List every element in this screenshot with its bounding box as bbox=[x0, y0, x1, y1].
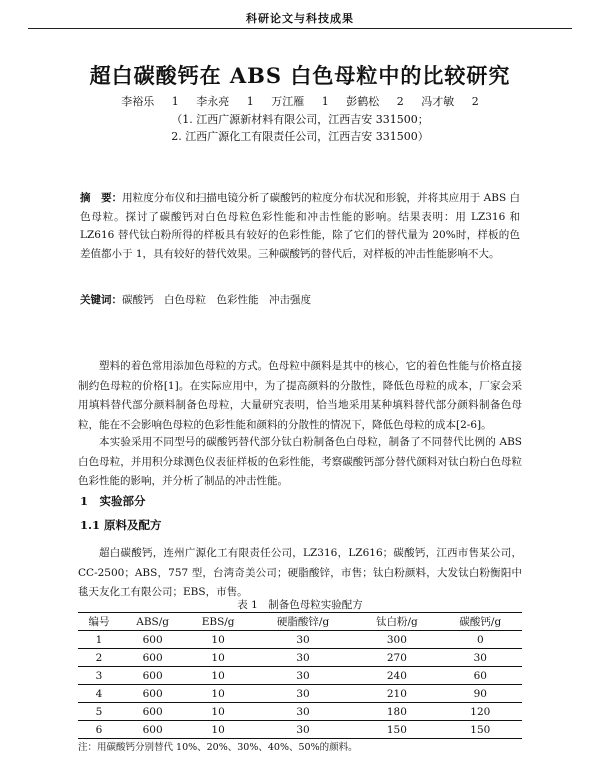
keywords bbox=[80, 292, 311, 307]
header-rule bbox=[28, 28, 572, 29]
table-cell: 10 bbox=[211, 687, 225, 700]
column-header: 钛白粉/g bbox=[376, 616, 418, 628]
table-cell: 30 bbox=[296, 669, 310, 682]
abstract bbox=[80, 189, 520, 263]
table-row bbox=[78, 667, 522, 685]
table-cell: 5 bbox=[95, 705, 103, 718]
intro-paragraph-1: 塑料的着色常用添加色母粒的方式。色母粒中颜料是其中的核心，它的着色性能与价格直接制约色母粒的价格[1]。在实际应用中，为了提高颜料的分散性，降低色母粒的成本，厂家会采用填料替代部分颜料制备色母粒，大量研究表明，恰当地采用某种填料替代部分颜料制备色母粒，能在不会影响色母粒的色彩性能和颜料的分散性的情况下，降低色母粒的成本[2-6]。 bbox=[78, 360, 522, 431]
table-cell: 10 bbox=[211, 651, 225, 664]
author: 李永亮 1 bbox=[196, 95, 254, 108]
table-cell: 30 bbox=[296, 651, 310, 664]
table-cell: 30 bbox=[296, 723, 310, 736]
table-cell: 10 bbox=[211, 723, 225, 736]
table-cell: 30 bbox=[296, 705, 310, 718]
table-cell: 6 bbox=[95, 723, 103, 736]
table-cell: 2 bbox=[95, 651, 103, 664]
section-heading: 1 实验部分 bbox=[80, 494, 146, 508]
paper-title: 超白碳酸钙在 ABS 白色母粒中的比较研究 bbox=[89, 63, 511, 88]
table-cell: 30 bbox=[296, 687, 310, 700]
table-cell: 150 bbox=[470, 723, 491, 736]
author: 万江雁 1 bbox=[271, 95, 329, 108]
affiliation-2: 2. 江西广源化工有限责任公司，江西吉安 331500） bbox=[171, 130, 429, 143]
table-cell: 600 bbox=[142, 633, 163, 646]
table-cell: 600 bbox=[142, 651, 163, 664]
column-header: 编号 bbox=[88, 616, 110, 628]
table-cell: 10 bbox=[211, 633, 225, 646]
table-cell: 1 bbox=[95, 633, 103, 646]
column-header: EBS/g bbox=[201, 615, 235, 628]
table-row bbox=[78, 721, 522, 739]
table-note: 注：用碳酸钙分别替代 10%、20%、30%、40%、50%的颜料。 bbox=[78, 742, 358, 753]
subsection-heading: 1.1 原料及配方 bbox=[80, 518, 162, 532]
table-cell: 600 bbox=[142, 687, 163, 700]
intro-paragraph-2: 本实验采用不同型号的碳酸钙替代部分钛白粉制备色白母粒，制备了不同替代比例的 ABS 白色母粒，并用积分球测色仪表征样板的色彩性能，考察碳酸钙部分替代颜料对钛白粉白色母粒色彩性能的影响，并分析了制品的冲击性能。 bbox=[78, 436, 522, 487]
table-cell: 90 bbox=[473, 687, 487, 700]
table-cell: 150 bbox=[386, 723, 407, 736]
table-cell: 120 bbox=[470, 705, 491, 718]
table-cell: 10 bbox=[211, 669, 225, 682]
table-cell: 4 bbox=[95, 687, 103, 700]
keywords-text: 碳酸钙 白色母粒 色彩性能 冲击强度 bbox=[122, 294, 311, 306]
table-row bbox=[78, 703, 522, 721]
table-cell: 60 bbox=[473, 669, 487, 682]
table-row bbox=[78, 685, 522, 703]
column-header: 硬脂酸锌/g bbox=[276, 616, 330, 628]
keywords-label: 关键词： bbox=[80, 294, 122, 306]
author: 冯才敏 2 bbox=[421, 95, 479, 108]
table-cell: 600 bbox=[142, 669, 163, 682]
table-header-row bbox=[78, 613, 522, 631]
column-header: 碳酸钙/g bbox=[459, 616, 502, 628]
table-cell: 30 bbox=[296, 633, 310, 646]
author-list bbox=[0, 93, 600, 109]
table-cell: 240 bbox=[386, 669, 407, 682]
table-caption: 表 1 制备色母粒实验配方 bbox=[237, 599, 363, 611]
table-cell: 3 bbox=[95, 669, 103, 682]
formulation-table bbox=[78, 612, 522, 739]
table-cell: 210 bbox=[386, 687, 407, 700]
table-cell: 180 bbox=[386, 705, 407, 718]
table-cell: 10 bbox=[211, 705, 225, 718]
column-header: ABS/g bbox=[136, 615, 169, 628]
table-cell: 270 bbox=[386, 651, 407, 664]
table-cell: 30 bbox=[473, 651, 487, 664]
affiliation-1: （1. 江西广源新材料有限公司，江西吉安 331500； bbox=[171, 113, 429, 126]
author: 彭鹤松 2 bbox=[346, 95, 404, 108]
table-cell: 600 bbox=[142, 705, 163, 718]
abstract-text: 用粒度分布仪和扫描电镜分析了碳酸钙的粒度分布状况和形貌，并将其应用于 ABS 白色母粒。探讨了碳酸钙对白色母粒色彩性能和冲击性能的影响。结果表明：用 LZ316 和 LZ616 替代钛白粉所得的样板具有较好的色彩性能，除了它们的替代量为 20%时，样板的色差值都小于 1，具有较好的替代效果。三种碳酸钙的替代后，对样板的冲击性能影响不大。 bbox=[80, 192, 521, 260]
table-row bbox=[78, 649, 522, 667]
table-cell: 300 bbox=[386, 633, 407, 646]
table-cell: 0 bbox=[476, 633, 484, 646]
materials-paragraph: 超白碳酸钙，连州广源化工有限责任公司，LZ316，LZ616；碳酸钙，江西市售某公司，CC-2500；ABS，757 型，台湾奇美公司；硬脂酸锌，市售；钛白粉颜料，大发钛白粉衡阳中毯天友化工有限公司；EBS，市售。 bbox=[78, 547, 522, 598]
table-row bbox=[78, 631, 522, 649]
running-header: 科研论文与科技成果 bbox=[246, 12, 354, 25]
abstract-label: 摘 要： bbox=[80, 192, 123, 204]
author: 李裕乐 1 bbox=[121, 95, 179, 108]
table-cell: 600 bbox=[142, 723, 163, 736]
